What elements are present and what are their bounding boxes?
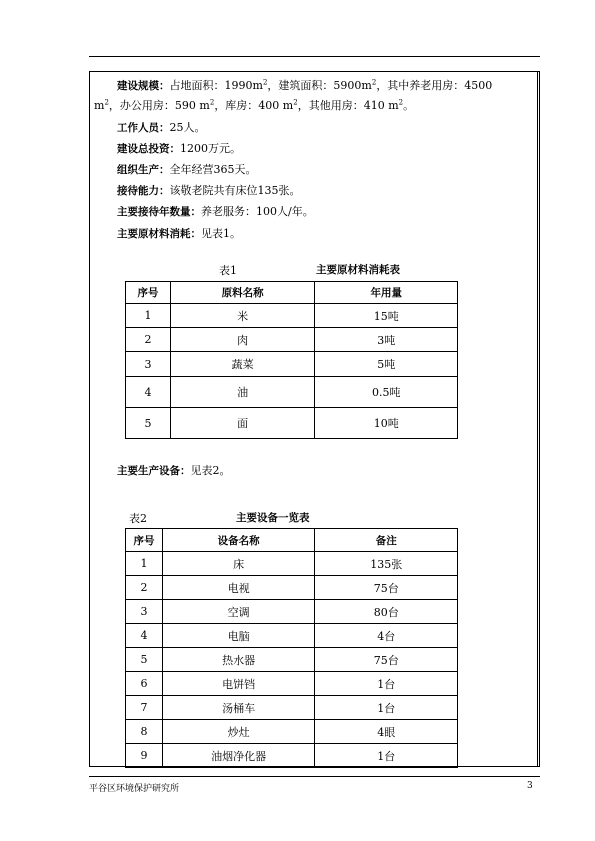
capacity-line: 接待能力：该敬老院共有床位135张。 [117,184,301,197]
table-row: 8 炒灶 4眼 [126,720,458,744]
staff-line: 工作人员：25人。 [117,121,206,134]
scale-line-2: $m^2$，办公用房：590 $m^2$，库房：400 $m^2$，其他用房：410 $m^2$。 [94,98,415,112]
table-row: 1 米 15吨 [126,304,458,328]
table-row: 1 床 135张 [126,552,458,576]
column-header: 序号 [126,282,171,304]
table-row: 3 蔬菜 5吨 [126,352,458,377]
table-row: 4 油 0.5吨 [126,377,458,408]
scale-line-1: 建设规模：占地面积：$1990m^2$，建筑面积：$5900m^2$，其中养老用房：4500 [117,78,493,92]
footer-rule [89,776,540,777]
table-row: 5 热水器 75台 [126,648,458,672]
table-row: 5 面 10吨 [126,408,458,439]
column-header: 备注 [315,529,458,552]
table2-number: 表2 [129,512,147,525]
scale-label: 建设规模： [117,80,170,92]
equipment-table [125,528,458,768]
table-header-row [126,282,458,304]
table-row: 9 油烟净化器 1台 [126,744,458,768]
table-row: 3 空调 80台 [126,600,458,624]
investment-line: 建设总投资：1200万元。 [117,142,241,155]
table-row: 2 肉 3吨 [126,328,458,352]
table-row: 2 电视 75台 [126,576,458,600]
table2-title: 主要设备一览表 [236,512,310,524]
table1-number: 表1 [219,264,237,277]
table1-title: 主要原材料消耗表 [316,264,400,276]
operation-line: 组织生产：全年经营365天。 [117,163,257,176]
header-rule [89,56,540,57]
equipment-line: 主要生产设备：见表2。 [117,464,231,477]
annual-volume-line: 主要接待年数量：养老服务：100人/年。 [117,205,314,218]
table-header-row [126,529,458,552]
materials-table [125,281,458,439]
page-number: 3 [527,781,533,791]
column-header: 设备名称 [162,529,315,552]
column-header: 年用量 [315,282,458,304]
frame-double-line [537,71,538,767]
footer-org: 平谷区环境保护研究所 [89,784,180,794]
column-header: 序号 [126,529,163,552]
table-row: 4 电脑 4台 [126,624,458,648]
materials-line: 主要原材料消耗：见表1。 [117,227,241,240]
column-header: 原料名称 [170,282,315,304]
table-row: 7 汤桶车 1台 [126,696,458,720]
table-row: 6 电饼铛 1台 [126,672,458,696]
